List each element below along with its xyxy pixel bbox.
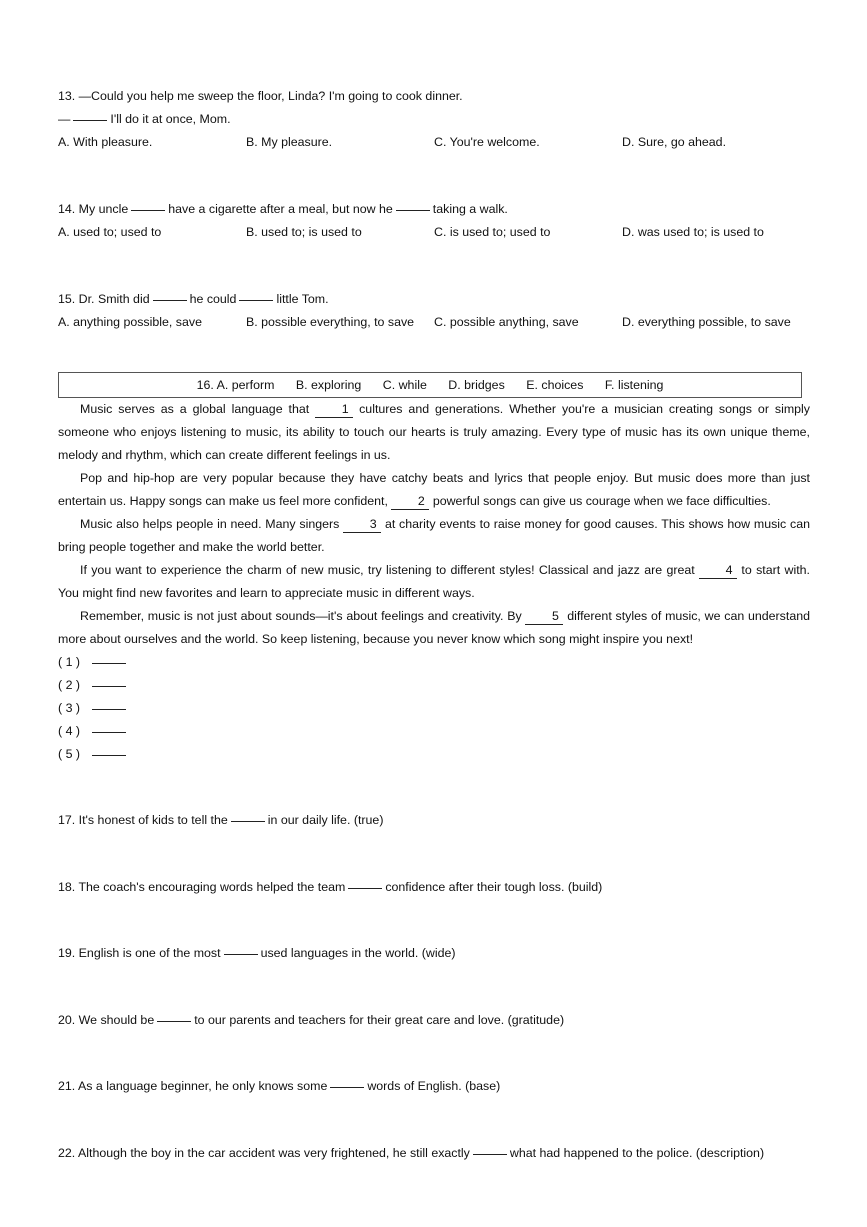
word-bank-item: C. while (382, 378, 427, 392)
option-d: D. everything possible, to save (622, 315, 791, 329)
answer-line (58, 674, 810, 697)
passage-paragraph-4 (58, 559, 810, 605)
paragraph-text: cultures and generations. Whether you're a musician creating songs or simply someone who enjoys listening to music, its ability to touch our hearts is truly amazing. Every type of music has its own unique theme, melody and rhythm, which can create different feelings in us. (58, 402, 810, 462)
word-formation-section (58, 809, 810, 1165)
answer-number: ( 1 ) (58, 655, 81, 669)
question-19 (58, 942, 810, 965)
question-text: confidence after their tough loss. (build) (385, 879, 603, 894)
word-bank-item: D. bridges (448, 378, 505, 392)
q14-options (58, 221, 810, 244)
answer-blank (153, 300, 187, 301)
question-16 (58, 372, 810, 766)
q15-text-3: little Tom. (276, 292, 329, 306)
q13-options (58, 131, 810, 154)
answer-blank (239, 300, 273, 301)
option-b: B. used to; is used to (246, 225, 362, 239)
option-d: D. was used to; is used to (622, 225, 764, 239)
answer-blank (92, 686, 126, 687)
paragraph-text: Music also helps people in need. Many singers (80, 517, 340, 531)
q14-text-1: 14. My uncle (58, 202, 129, 216)
answer-number: ( 4 ) (58, 724, 81, 738)
passage-blank: 1 (315, 401, 353, 418)
question-text: 18. The coach's encouraging words helped the team (58, 879, 346, 894)
option-c: C. You're welcome. (434, 135, 540, 149)
q13-reply (58, 108, 810, 131)
word-bank-item: 16. A. perform (196, 378, 275, 392)
answer-blank (131, 210, 165, 211)
question-21 (58, 1075, 810, 1098)
q13-reply-text: I'll do it at once, Mom. (110, 112, 231, 126)
word-bank-box (58, 372, 802, 398)
paragraph-text: at charity events to raise money for good causes. This shows how music can bring people together and make the world better. (58, 517, 811, 554)
paragraph-text: If you want to experience the charm of new music, try listening to different styles! Classical and jazz are great (80, 563, 695, 577)
option-d: D. Sure, go ahead. (622, 135, 727, 149)
answer-line (58, 651, 810, 674)
paragraph-text: to start with. You might find new favorites and learn to appreciate music in different ways. (58, 563, 811, 600)
passage-blank: 4 (699, 562, 737, 579)
worksheet (58, 85, 810, 1208)
question-text: to our parents and teachers for their great care and love. (gratitude) (194, 1012, 565, 1027)
word-bank-item: B. exploring (295, 378, 362, 392)
q14-stem (58, 198, 810, 221)
question-text: 21. As a language beginner, he only knows some (58, 1079, 328, 1093)
passage-blank: 2 (391, 493, 429, 510)
answer-line (58, 720, 810, 743)
answer-number: ( 2 ) (58, 678, 81, 692)
question-20 (58, 1009, 810, 1032)
answer-blank (396, 210, 430, 211)
question-15 (58, 288, 810, 334)
answer-blank (92, 755, 126, 756)
q14-text-3: taking a walk. (432, 202, 508, 216)
word-bank-item: F. listening (604, 378, 664, 392)
word-bank-item: E. choices (526, 378, 584, 392)
question-text: 22. Although the boy in the car accident was very frightened, he still exactly (58, 1145, 470, 1160)
answer-list (58, 651, 810, 766)
option-b: B. My pleasure. (246, 135, 333, 149)
question-text: what had happened to the police. (description) (509, 1145, 765, 1160)
option-a: A. anything possible, save (58, 315, 202, 329)
answer-blank (231, 821, 265, 822)
answer-number: ( 5 ) (58, 747, 81, 761)
paragraph-text: Pop and hip-hop are very popular because they have catchy beats and lyrics that people enjoy. But music does more than just entertain us. Happy songs can make us feel more confident, (58, 471, 810, 508)
passage-paragraph-2 (58, 467, 810, 513)
option-b: B. possible everything, to save (246, 315, 415, 329)
answer-line (58, 697, 810, 720)
answer-blank (348, 888, 382, 889)
paragraph-text: different styles of music, we can understand more about ourselves and the world. So keep listening, because you never know which song might inspire you next! (58, 609, 810, 646)
answer-blank (92, 709, 126, 710)
passage-blank: 5 (525, 608, 563, 625)
q15-text-1: 15. Dr. Smith did (58, 292, 150, 306)
answer-blank (157, 1021, 191, 1022)
q13-reply-dash: — (58, 112, 71, 126)
question-17 (58, 809, 810, 832)
answer-blank (73, 120, 107, 121)
answer-blank (92, 732, 126, 733)
passage-blank: 3 (343, 516, 381, 533)
q14-text-2: have a cigarette after a meal, but now he (168, 202, 393, 216)
answer-line (58, 743, 810, 766)
option-a: A. With pleasure. (58, 135, 153, 149)
question-text: words of English. (base) (367, 1079, 501, 1093)
question-13 (58, 85, 810, 154)
question-18 (58, 876, 810, 899)
question-14 (58, 198, 810, 244)
question-text: 20. We should be (58, 1012, 155, 1027)
paragraph-text: Music serves as a global language that (80, 402, 310, 416)
question-text: 17. It's honest of kids to tell the (58, 813, 228, 827)
option-c: C. possible anything, save (434, 315, 579, 329)
question-text: in our daily life. (true) (267, 813, 384, 827)
passage-paragraph-1 (58, 398, 810, 467)
q15-stem (58, 288, 810, 311)
question-text: used languages in the world. (wide) (260, 946, 456, 960)
answer-blank (92, 663, 126, 664)
q13-stem: 13. —Could you help me sweep the floor, Linda? I'm going to cook dinner. (58, 89, 463, 103)
question-text: 19. English is one of the most (58, 946, 221, 960)
q15-text-2: he could (189, 292, 237, 306)
paragraph-text: powerful songs can give us courage when we face difficulties. (432, 494, 771, 508)
answer-blank (330, 1087, 364, 1088)
answer-blank (224, 954, 258, 955)
passage-paragraph-3 (58, 513, 810, 559)
q15-options (58, 311, 810, 334)
paragraph-text: Remember, music is not just about sounds—it's about feelings and creativity. By (80, 609, 522, 623)
passage-paragraph-5 (58, 605, 810, 651)
option-a: A. used to; used to (58, 225, 162, 239)
answer-blank (473, 1154, 507, 1155)
answer-number: ( 3 ) (58, 701, 81, 715)
question-22 (58, 1142, 810, 1165)
option-c: C. is used to; used to (434, 225, 551, 239)
